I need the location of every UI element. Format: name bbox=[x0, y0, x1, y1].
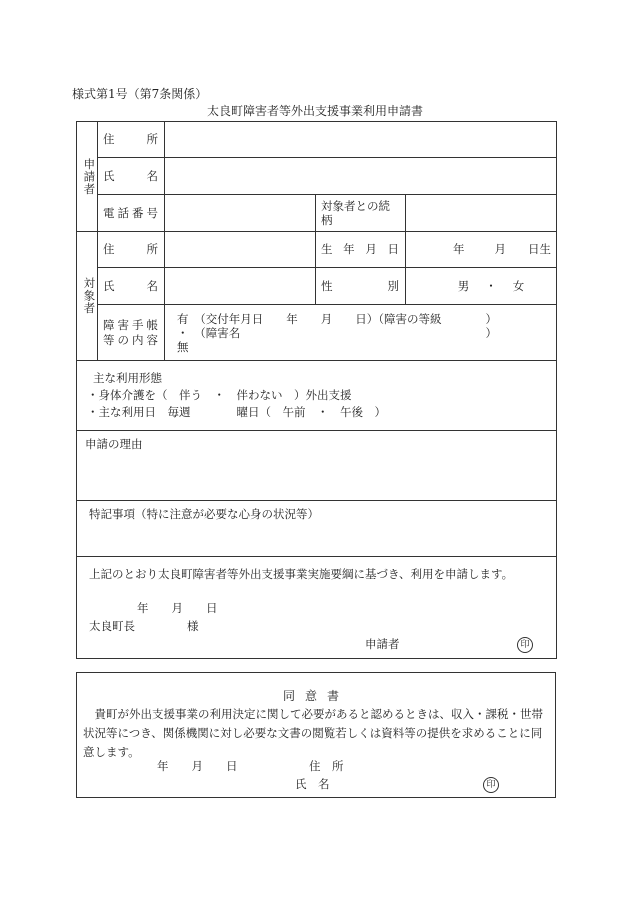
special-notes-field[interactable] bbox=[77, 501, 557, 557]
subject-address-label: 住 所 bbox=[98, 232, 165, 268]
handbook-field[interactable]: 有 （交付年月日 年 月 日）（障害の等級 ） ・ （障害名 ） 無 bbox=[165, 305, 557, 361]
reason-label: 申請の理由 bbox=[85, 437, 143, 451]
relation-label: 対象者との続柄 bbox=[316, 195, 406, 232]
consent-box bbox=[76, 672, 556, 798]
special-notes-label: 特記事項（特に注意が必要な心身の状況等） bbox=[89, 507, 319, 521]
declaration-applicant-label: 申請者 bbox=[365, 637, 400, 651]
sex-field[interactable]: 男 ・ 女 bbox=[406, 268, 557, 305]
seal-icon: 印 bbox=[517, 637, 533, 653]
usage-heading: 主な利用形態 bbox=[93, 371, 162, 385]
subject-address-field[interactable] bbox=[165, 232, 316, 268]
relation-field[interactable] bbox=[406, 195, 557, 232]
consent-date[interactable]: 年 月 日 bbox=[157, 759, 238, 773]
applicant-address-field[interactable] bbox=[165, 122, 557, 158]
form-number: 様式第1号（第7条関係） bbox=[72, 87, 208, 101]
consent-seal-icon: 印 bbox=[483, 777, 499, 793]
declaration-section bbox=[77, 557, 557, 659]
subject-name-field[interactable] bbox=[165, 268, 316, 305]
applicant-name-label: 氏 名 bbox=[98, 158, 165, 195]
birthdate-field[interactable]: 年 月 日生 bbox=[406, 232, 557, 268]
applicant-phone-field[interactable] bbox=[165, 195, 316, 232]
addressee: 太良町長 bbox=[89, 619, 135, 633]
birthdate-label: 生 年 月 日 bbox=[316, 232, 406, 268]
declaration-text: 上記のとおり太良町障害者等外出支援事業実施要綱に基づき、利用を申請します。 bbox=[89, 567, 514, 581]
usage-line-care: ・身体介護を（ 伴う ・ 伴わない ）外出支援 bbox=[87, 388, 352, 402]
applicant-phone-label: 電 話 番 号 bbox=[98, 195, 165, 232]
application-table bbox=[76, 121, 557, 659]
consent-name-label: 氏 名 bbox=[295, 777, 330, 791]
handbook-label: 障 害 手 帳 等 の 内 容 bbox=[98, 305, 165, 361]
sex-label: 性 別 bbox=[316, 268, 406, 305]
applicant-address-label: 住 所 bbox=[98, 122, 165, 158]
applicant-section-label: 申請者 bbox=[77, 122, 98, 232]
consent-body: 貴町が外出支援事業の利用決定に関して必要があると認めるときは、収入・課税・世帯状況等につき、関係機関に対し必要な文書の閲覧若しくは資料等の提供を求めることに同意します。 bbox=[83, 707, 543, 759]
usage-line-day: ・主な利用日 毎週 曜日（ 午前 ・ 午後 ） bbox=[87, 405, 386, 419]
form-title: 太良町障害者等外出支援事業利用申請書 bbox=[206, 104, 423, 118]
subject-name-label: 氏 名 bbox=[98, 268, 165, 305]
declaration-date[interactable]: 年 月 日 bbox=[137, 601, 218, 615]
subject-section-label: 対象者 bbox=[77, 232, 98, 361]
consent-address-label: 住 所 bbox=[309, 759, 344, 773]
consent-title: 同意書 bbox=[282, 689, 349, 703]
reason-field[interactable] bbox=[77, 431, 557, 501]
addressee-honorific: 様 bbox=[187, 619, 199, 633]
applicant-name-field[interactable] bbox=[165, 158, 557, 195]
usage-section[interactable] bbox=[77, 361, 557, 431]
